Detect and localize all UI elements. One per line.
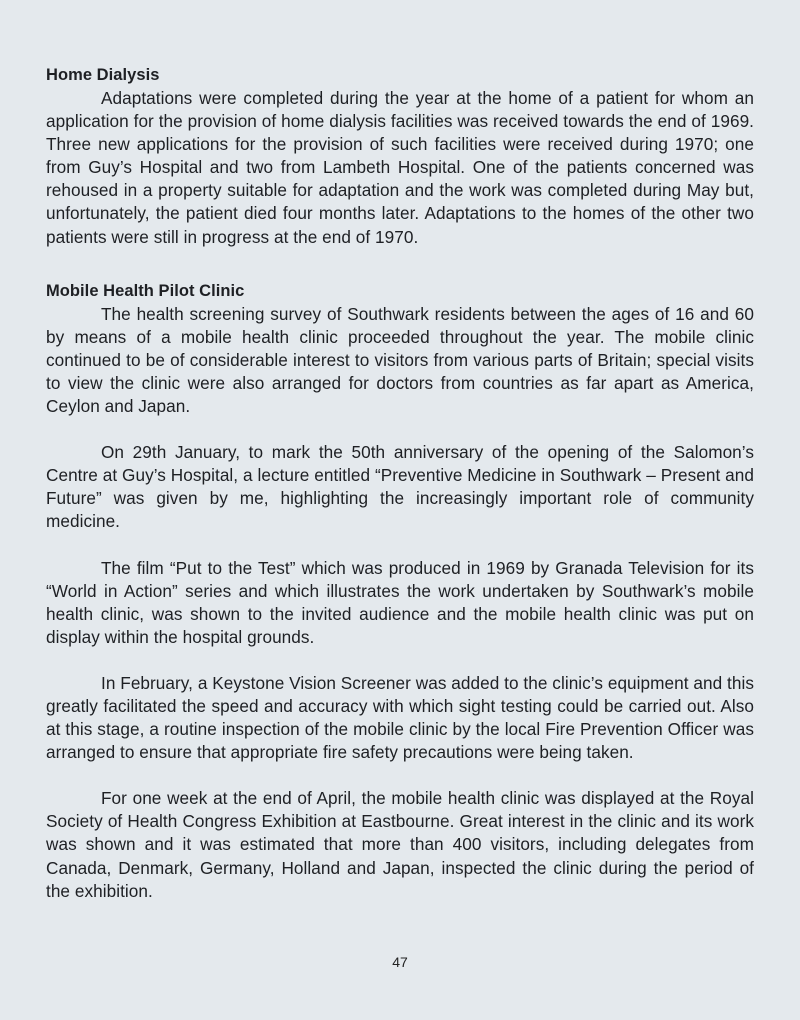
paragraph: The health screening survey of Southwark residents between the ages of 16 and 60 by means of a mobile health clinic proceeded throughout the year. The mobile clinic continued to be of considerable interest to visitors from various parts of Britain; special visits to view the clinic were also arranged for doctors from countries as far apart as America, Ceylon and Japan. xyxy=(46,303,754,417)
page-body xyxy=(46,56,754,903)
paragraph: On 29th January, to mark the 50th anniversary of the opening of the Salomon’s Centre at Guy’s Hospital, a lecture entitled “Preventive Medicine in Southwark – Present and Future” was given by me, highlighting the increasingly important role of community medicine. xyxy=(46,442,754,532)
paragraph: In February, a Keystone Vision Screener was added to the clinic’s equipment and this greatly facilitated the speed and accuracy with which sight testing could be carried out. Also at this stage, a routine inspection of the mobile clinic by the local Fire Prevention Officer was arranged to ensure that appropriate fire safety precautions were being taken. xyxy=(46,672,754,763)
section-heading-home-dialysis: Home Dialysis xyxy=(46,66,160,84)
paragraph: Adaptations were completed during the year at the home of a patient for whom an application for the provision of home dialysis facilities was received towards the end of 1969. Three new applications for the provision of such facilities were received during 1970; one from Guy’s Hospital and two from Lambeth Hospital. One of the patients concerned was rehoused in a property suitable for adaptation and the work was completed during May but, unfortunately, the patient died four months later. Adaptations to the homes of the other two patients were still in progress at the end of 1970. xyxy=(46,88,754,247)
page-number: 47 xyxy=(392,954,408,970)
paragraph: The film “Put to the Test” which was produced in 1969 by Granada Television for its “World in Action” series and which illustrates the work undertaken by Southwark’s mobile health clinic, was shown to the invited audience and the mobile health clinic was put on display within the hospital grounds. xyxy=(46,557,754,647)
paragraph-spacer xyxy=(46,649,754,672)
paragraph-spacer xyxy=(46,418,754,441)
paragraph: For one week at the end of April, the mobile health clinic was displayed at the Royal Society of Health Congress Exhibition at Eastbourne. Great interest in the clinic and its work was shown and it was estimated that more than 400 visitors, including delegates from Canada, Denmark, Germany, Holland and Japan, inspected the clinic during the period of the exhibition. xyxy=(46,788,754,901)
section-spacer xyxy=(46,249,754,272)
paragraph-spacer xyxy=(46,764,754,787)
section-heading-mobile-health-pilot-clinic: Mobile Health Pilot Clinic xyxy=(46,281,245,300)
paragraph-spacer xyxy=(46,534,754,557)
